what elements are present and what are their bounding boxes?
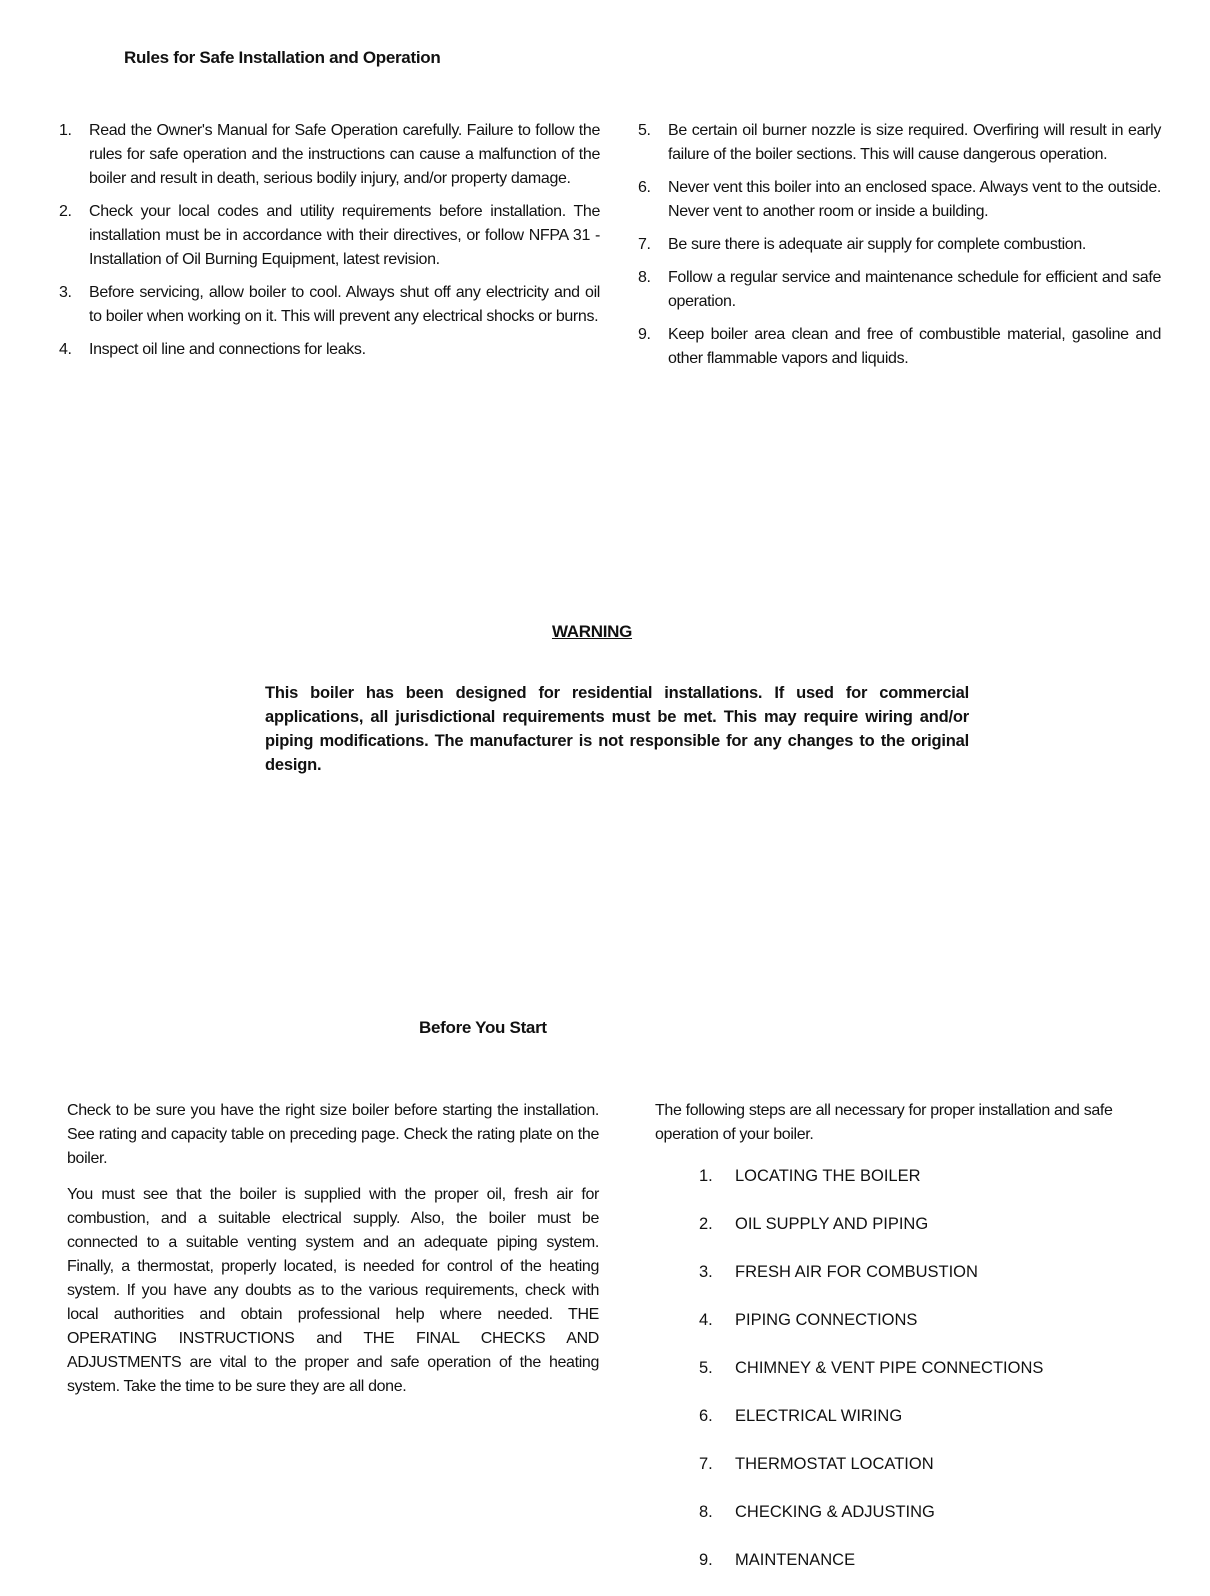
list-item: [59, 281, 600, 329]
item-number: 2.: [699, 1215, 713, 1233]
item-number: 6.: [638, 179, 651, 196]
before-left-column: [67, 1099, 599, 1411]
item-text: Follow a regular service and maintenance schedule for efficient and safe operation.: [668, 269, 1161, 310]
list-item: [699, 1356, 1145, 1395]
item-number: 1.: [699, 1167, 713, 1185]
rules-left-column: [59, 119, 600, 371]
before-right-column: [655, 1099, 1145, 1596]
item-text: Never vent this boiler into an enclosed space. Always vent to the outside. Never vent to another room or inside a building.: [668, 179, 1161, 220]
list-item: [638, 176, 1161, 224]
item-number: 7.: [699, 1455, 713, 1473]
steps-list: [699, 1164, 1145, 1587]
item-number: 5.: [638, 122, 651, 139]
item-text: Check your local codes and utility requirements before installation. The installation must be in accordance with their directives, or follow NFPA 31 - Installation of Oil Burning Equipment, latest revision.: [89, 203, 600, 268]
item-number: 4.: [59, 341, 72, 358]
item-number: 2.: [59, 203, 72, 220]
item-text: CHECKING & ADJUSTING: [735, 1503, 935, 1521]
item-text: Keep boiler area clean and free of combustible material, gasoline and other flammable vapors and liquids.: [668, 326, 1161, 367]
paragraph: You must see that the boiler is supplied with the proper oil, fresh air for combustion, and a suitable electrical supply. Also, the boiler must be connected to a suitable venting system and an adequate piping system. Finally, a thermostat, properly located, is needed for control of the heating system. If you have any doubts as to the various requirements, check with local authorities and obtain professional help where needed. THE OPERATING INSTRUCTIONS and THE FINAL CHECKS AND ADJUSTMENTS are vital to the proper and safe operation of the heating system. Take the time to be sure they are all done.: [67, 1186, 599, 1395]
item-number: 7.: [638, 236, 651, 253]
item-text: Be certain oil burner nozzle is size required. Overfiring will result in early failure of the boiler sections. This will cause dangerous operation.: [668, 122, 1161, 163]
list-item: [699, 1500, 1145, 1539]
list-item: [699, 1260, 1145, 1299]
rules-title: Rules for Safe Installation and Operation: [124, 48, 441, 67]
before-title: Before You Start: [419, 1018, 547, 1037]
item-number: 9.: [638, 326, 651, 343]
item-text: Inspect oil line and connections for leaks.: [89, 341, 366, 358]
item-text: Read the Owner's Manual for Safe Operation carefully. Failure to follow the rules for safe operation and the instructions can cause a malfunction of the boiler and result in death, serious bodily injury, and/or property damage.: [89, 122, 600, 187]
list-item: [699, 1404, 1145, 1443]
list-item: [59, 119, 600, 191]
item-text: Before servicing, allow boiler to cool. Always shut off any electricity and oil to boiler when working on it. This will prevent any electrical shocks or burns.: [89, 284, 600, 325]
item-number: 8.: [638, 269, 651, 286]
item-text: FRESH AIR FOR COMBUSTION: [735, 1263, 978, 1281]
list-item: [699, 1212, 1145, 1251]
item-number: 3.: [699, 1263, 713, 1281]
item-text: PIPING CONNECTIONS: [735, 1311, 918, 1329]
item-text: ELECTRICAL WIRING: [735, 1407, 903, 1425]
item-number: 5.: [699, 1359, 713, 1377]
item-number: 4.: [699, 1311, 713, 1329]
list-item: [59, 200, 600, 272]
list-item: [699, 1164, 1145, 1203]
item-text: LOCATING THE BOILER: [735, 1167, 921, 1185]
list-item: [638, 119, 1161, 167]
item-text: OIL SUPPLY AND PIPING: [735, 1215, 929, 1233]
paragraph: Check to be sure you have the right size boiler before starting the installation. See rating and capacity table on preceding page. Check the rating plate on the boiler.: [67, 1102, 599, 1167]
warning-body: This boiler has been designed for residential installations. If used for commercial applications, all jurisdictional requirements must be met. This may require wiring and/or piping modifications. The manufacturer is not responsible for any changes to the original design.: [265, 684, 969, 774]
list-item: [699, 1452, 1145, 1491]
item-number: 9.: [699, 1551, 713, 1569]
list-item: [638, 323, 1161, 371]
item-number: 6.: [699, 1407, 713, 1425]
item-number: 3.: [59, 284, 72, 301]
item-text: CHIMNEY & VENT PIPE CONNECTIONS: [735, 1359, 1044, 1377]
item-text: MAINTENANCE: [735, 1551, 856, 1569]
list-item: [699, 1308, 1145, 1347]
item-text: THERMOSTAT LOCATION: [735, 1455, 934, 1473]
warning-title: WARNING: [551, 622, 633, 641]
rules-right-column: [638, 119, 1161, 380]
item-text: Be sure there is adequate air supply for complete combustion.: [668, 236, 1087, 253]
item-number: 8.: [699, 1503, 713, 1521]
list-item: [638, 266, 1161, 314]
list-item: [59, 338, 600, 362]
item-number: 1.: [59, 122, 72, 139]
list-item: [638, 233, 1161, 257]
list-item: [699, 1548, 1145, 1587]
steps-intro: The following steps are all necessary for proper installation and safe operation of your boiler.: [655, 1102, 1113, 1143]
